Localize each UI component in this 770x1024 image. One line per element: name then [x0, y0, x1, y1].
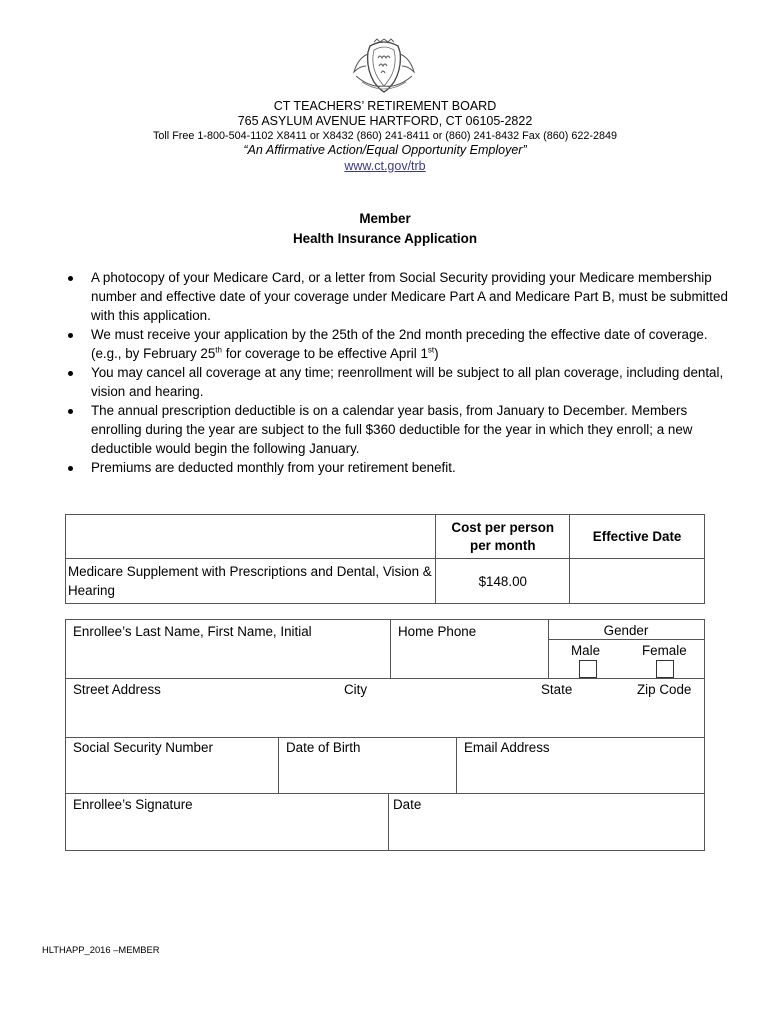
phone-input[interactable] — [392, 642, 547, 677]
plan-price: $148.00 — [436, 559, 570, 604]
org-name: CT TEACHERS’ RETIREMENT BOARD — [273, 99, 497, 113]
org-phones: Toll Free 1-800-504-1102 X8411 or X8432 (860) 241-8411 or (860) 241-8432 Fax (860) 622-2849 — [153, 130, 617, 142]
email-field-label: Email Address — [464, 740, 550, 755]
form-title-line1: Member — [359, 211, 411, 226]
bullet-icon — [68, 276, 73, 281]
male-checkbox[interactable] — [579, 660, 597, 678]
letterhead — [0, 99, 770, 174]
female-checkbox[interactable] — [656, 660, 674, 678]
effective-date-header: Effective Date — [570, 515, 705, 559]
instruction-item: You may cancel all coverage at any time; reenrollment will be subject to all plan coverage, including dental, vision and hearing. — [66, 363, 736, 401]
enrollee-form — [65, 619, 705, 851]
phone-field-label: Home Phone — [398, 624, 477, 639]
signature-field-label: Enrollee’s Signature — [73, 797, 193, 812]
plan-name: Medicare Supplement with Prescriptions and Dental, Vision & Hearing — [66, 559, 436, 604]
female-label: Female — [642, 643, 687, 658]
email-input[interactable] — [458, 758, 703, 792]
instruction-item: The annual prescription deductible is on a calendar year basis, from January to December. Members enrolling during the year are subject to the full $360 deductible for the year in which they enroll; a new deductible would begin the following January. — [66, 401, 736, 458]
zip-field-label: Zip Code — [637, 682, 692, 697]
bullet-icon — [68, 371, 73, 376]
effective-date-field[interactable] — [570, 559, 705, 604]
bullet-icon — [68, 409, 73, 414]
plan-header-empty — [66, 515, 436, 559]
bullet-icon — [68, 333, 73, 338]
male-label: Male — [571, 643, 601, 658]
address-input[interactable] — [67, 700, 703, 736]
bullet-icon — [68, 466, 73, 471]
dob-input[interactable] — [280, 758, 455, 792]
org-address: 765 ASYLUM AVENUE HARTFORD, CT 06105-2822 — [237, 114, 533, 128]
city-field-label: City — [344, 682, 368, 697]
date-input[interactable] — [390, 815, 703, 850]
instructions-list — [66, 268, 736, 477]
cost-header: Cost per person per month — [436, 515, 570, 559]
dob-field-label: Date of Birth — [286, 740, 361, 755]
signature-input[interactable] — [67, 815, 387, 850]
name-field-label: Enrollee’s Last Name, First Name, Initial — [73, 624, 312, 639]
form-title-line2: Health Insurance Application — [292, 231, 478, 246]
org-slogan: “An Affirmative Action/Equal Opportunity Employer” — [243, 143, 527, 157]
state-field-label: State — [541, 682, 573, 697]
instruction-item: A photocopy of your Medicare Card, or a letter from Social Security providing your Medicare membership number and effective date of your coverage under Medicare Part A and Medicare Part B, must be submitted with this application. — [66, 268, 736, 325]
form-code: HLTHAPP_2016 –MEMBER — [42, 944, 160, 955]
website-link[interactable]: www.ct.gov/trb — [344, 159, 426, 173]
street-field-label: Street Address — [73, 682, 161, 697]
instruction-item: Premiums are deducted monthly from your retirement benefit. — [66, 458, 736, 477]
date-field-label: Date — [393, 797, 422, 812]
state-seal-logo — [350, 38, 418, 96]
ssn-input[interactable] — [67, 758, 277, 792]
gender-label: Gender — [603, 623, 649, 638]
plan-cost-table — [65, 514, 705, 604]
ssn-field-label: Social Security Number — [73, 740, 213, 755]
instruction-item: We must receive your application by the 25th of the 2nd month preceding the effective date of coverage. (e.g., by February 25th for coverage to be effective April 1st) — [66, 325, 736, 363]
name-input[interactable] — [67, 642, 389, 677]
